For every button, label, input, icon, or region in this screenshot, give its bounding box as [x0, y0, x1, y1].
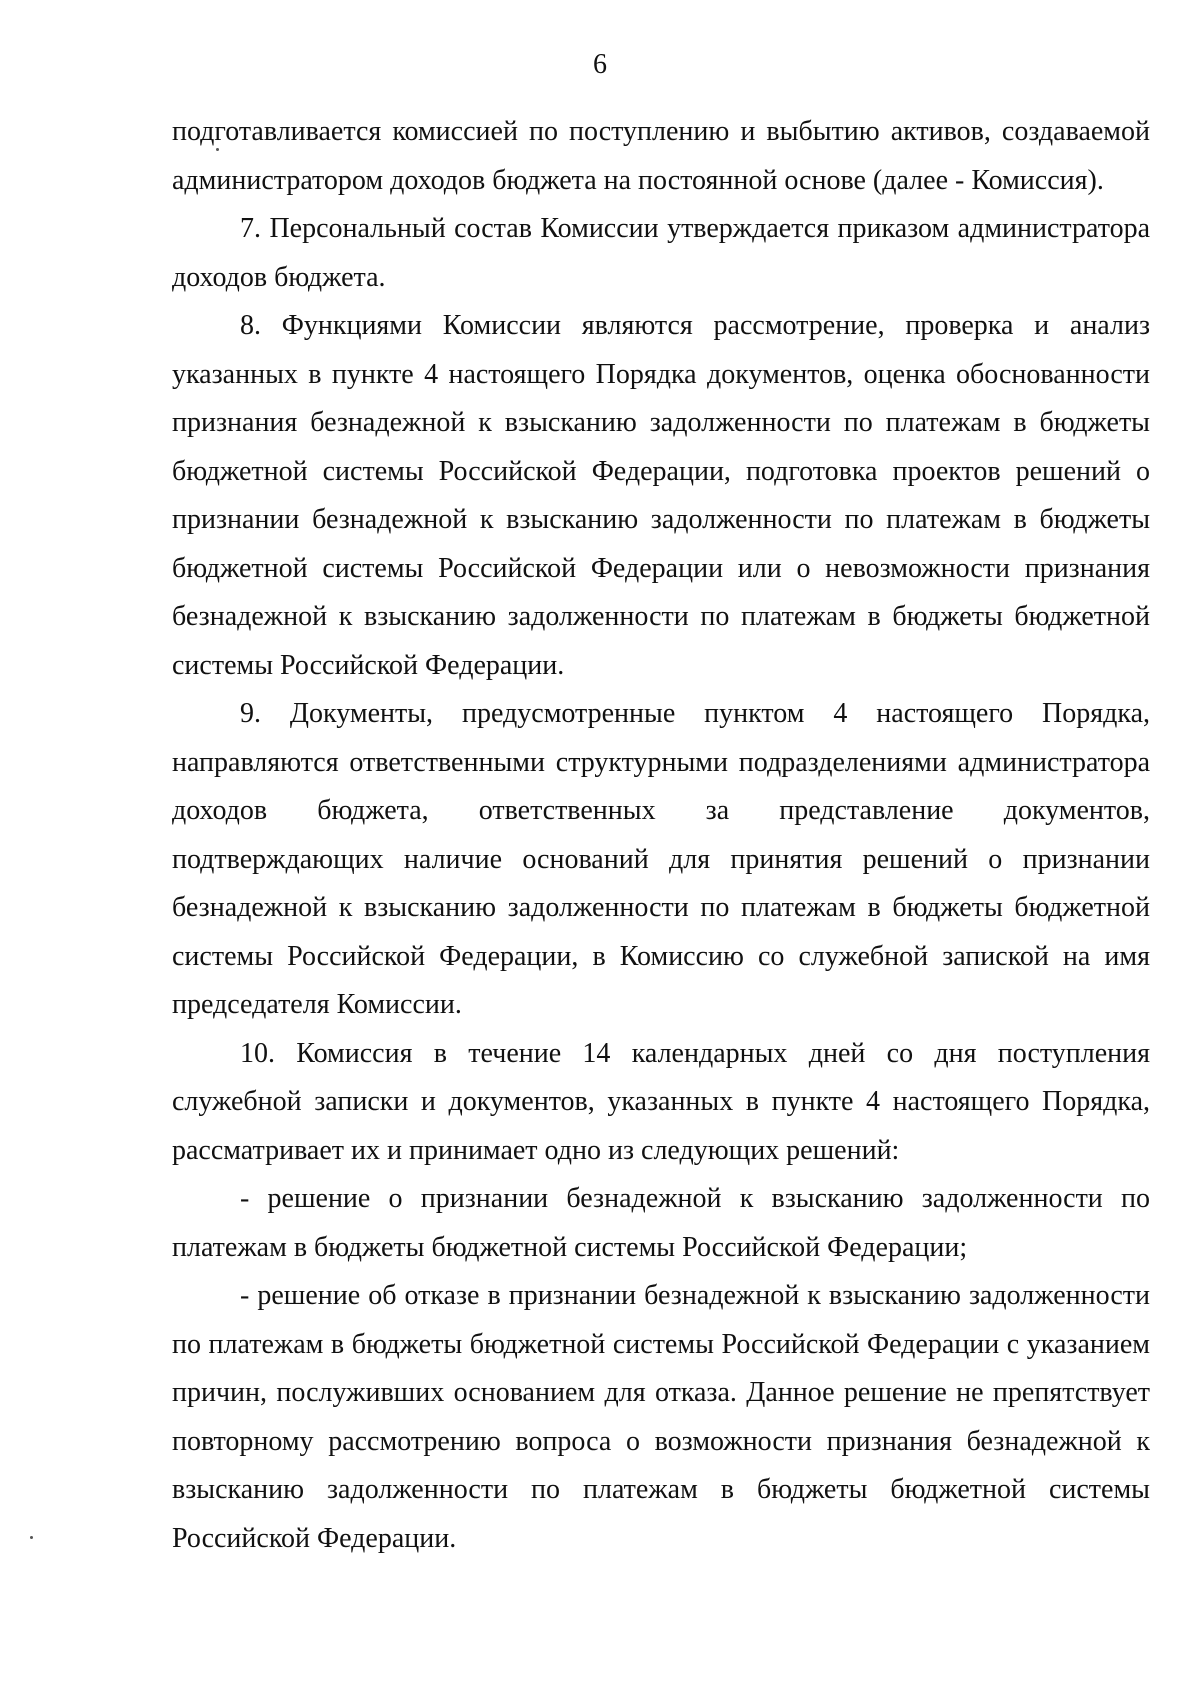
- paragraph-item-9: 9. Документы, предусмотренные пунктом 4 настоящего Порядка, направляются ответственными структурными подразделениями администратора доходов бюджета, ответственных за представление документов, подтверждающих наличие оснований для принятия решений о признании безнадежной к взысканию задолженности по платежам в бюджеты бюджетной системы Российской Федерации, в Комиссию со служебной запиской на имя председателя Комиссии.: [172, 698, 1150, 1020]
- scan-speck: [30, 1536, 33, 1539]
- paragraph-item-10: 10. Комиссия в течение 14 календарных дней со дня поступления служебной записки и документов, указанных в пункте 4 настоящего Порядка, рассматривает их и принимает одно из следующих решений:: [172, 1037, 1150, 1166]
- paragraph-decision-refuse: - решение об отказе в признании безнадежной к взысканию задолженности по платежам в бюджеты бюджетной системы Российской Федерации с указанием причин, послуживших основанием для отказа. Данное решение не препятствует повторному рассмотрению вопроса о возможности признания безнадежной к взысканию задолженности по платежам в бюджеты бюджетной системы Российской Федерации.: [172, 1280, 1150, 1554]
- paragraph-item-7: 7. Персональный состав Комиссии утверждается приказом администратора доходов бюджета.: [172, 213, 1150, 293]
- paragraph-continuation: подготавливается комиссией по поступлению и выбытию активов, создаваемой администратором доходов бюджета на постоянной основе (далее - Комиссия).: [172, 116, 1150, 196]
- page-number: 6: [593, 49, 607, 80]
- scan-speck: [216, 148, 219, 151]
- paragraph-item-8: 8. Функциями Комиссии являются рассмотрение, проверка и анализ указанных в пункте 4 настоящего Порядка документов, оценка обоснованности признания безнадежной к взысканию задолженности по платежам в бюджеты бюджетной системы Российской Федерации, подготовка проектов решений о признании безнадежной к взысканию задолженности по платежам в бюджеты бюджетной системы Российской Федерации или о невозможности признания безнадежной к взысканию задолженности по платежам в бюджеты бюджетной системы Российской Федерации.: [172, 310, 1150, 681]
- document-body: [172, 108, 1150, 1563]
- paragraph-decision-recognize: - решение о признании безнадежной к взысканию задолженности по платежам в бюджеты бюджетной системы Российской Федерации;: [172, 1183, 1150, 1263]
